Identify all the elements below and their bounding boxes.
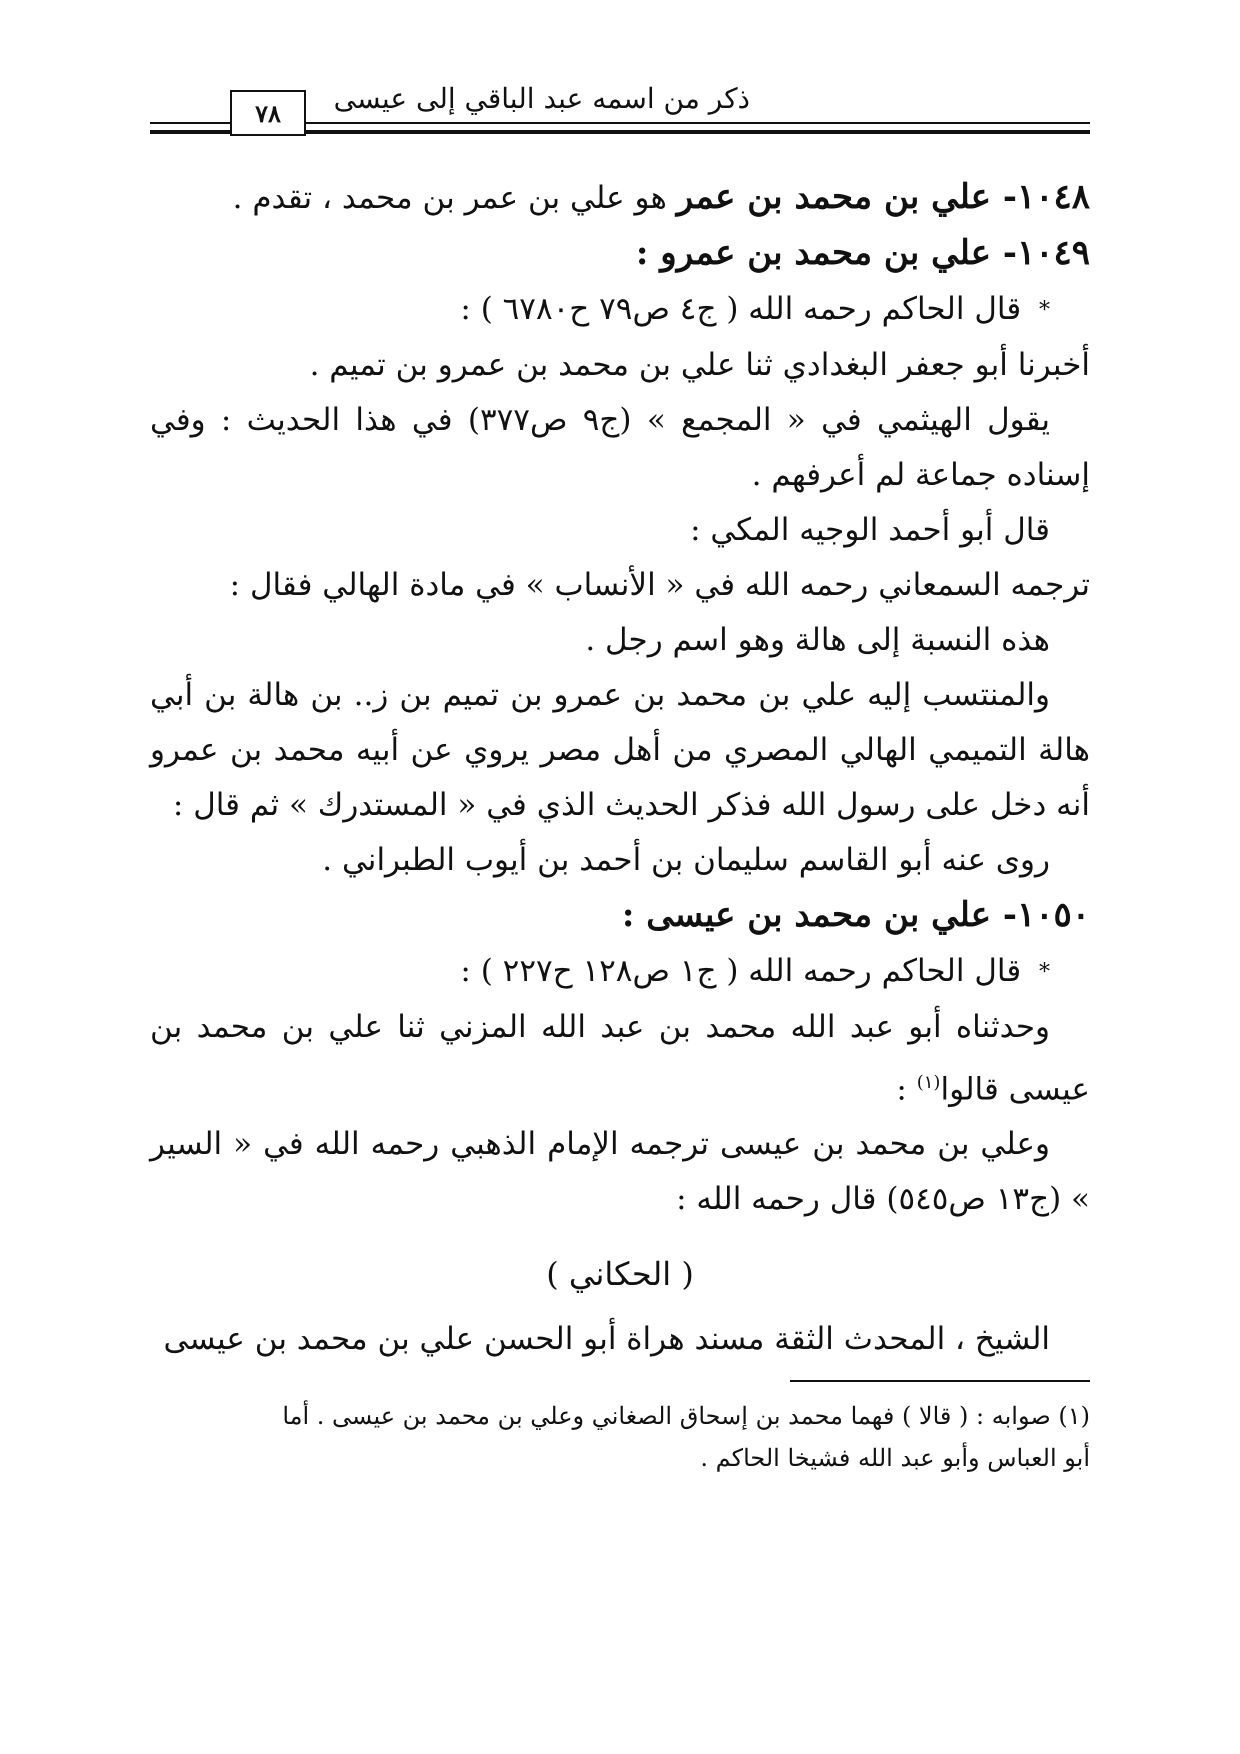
paragraph-3: يقول الهيثمي في « المجمع » (ج٩ ص٣٧٧) في هذا الحديث : وفي إسناده جماعة لم أعرفهم . (150, 402, 1090, 493)
entry-1050-title: ١٠٥٠- علي بن محمد بن عيسى : (621, 895, 1090, 935)
paragraph-6: هذه النسبة إلى هالة وهو اسم رجل . (585, 622, 1050, 658)
paragraph-4: قال أبو أحمد الوجيه المكي : (690, 512, 1050, 548)
footnote-divider (790, 1380, 1090, 1382)
footnotes-block (150, 1395, 1090, 1479)
entry-1049-title: ١٠٤٩- علي بن محمد بن عمرو : (635, 233, 1090, 273)
paragraph-10 (150, 1000, 1090, 1117)
footnote-line-2: أبو العباس وأبو عبد الله فشيخا الحاكم . (700, 1444, 1090, 1472)
paragraph-5: ترجمه السمعاني رحمه الله في « الأنساب » في مادة الهالي فقال : (229, 567, 1090, 603)
star-icon: * (1039, 960, 1050, 985)
paragraph-10-after: : (896, 1071, 917, 1108)
page-header (150, 70, 1090, 150)
paragraph-8: روى عنه أبو القاسم سليمان بن أحمد بن أيوب الطبراني . (322, 842, 1050, 878)
page-number: ٧٨ (230, 90, 306, 136)
paragraph-10-before: وحدثناه أبو عبد الله محمد بن عبد الله المزني ثنا علي بن محمد بن عيسى قالوا (150, 1009, 1090, 1108)
main-content (150, 170, 1090, 1367)
document-page (150, 70, 1090, 1690)
center-heading: ( الحكاني ) (546, 1255, 694, 1294)
paragraph-1 (150, 282, 1090, 338)
entry-1048-text: هو علي بن عمر بن محمد ، تقدم . (232, 180, 667, 216)
entry-1050 (150, 888, 1090, 944)
paragraph-1-text: قال الحاكم رحمه الله ( ج٤ ص٧٩ ح٦٧٨٠ ) : (460, 291, 1022, 327)
entry-1048-title: ١٠٤٨- علي بن محمد بن عمر (676, 177, 1090, 217)
paragraph-11: وعلي بن محمد بن عيسى ترجمه الإمام الذهبي رحمه الله في « السير » (ج١٣ ص٥٤٥) قال رحمه الله : (150, 1126, 1090, 1218)
running-title: ذكر من اسمه عبد الباقي إلى عيسى (333, 82, 750, 115)
footnote-line-1: (١) صوابه : ( قالا ) فهما محمد بن إسحاق الصغاني وعلي بن محمد بن عيسى . أما (282, 1402, 1090, 1430)
paragraph-2: أخبرنا أبو جعفر البغدادي ثنا علي بن محمد بن عمرو بن تميم . (309, 347, 1090, 383)
paragraph-9-text: قال الحاكم رحمه الله ( ج١ ص١٢٨ ح٢٢٧ ) : (460, 953, 1022, 989)
entry-1049 (150, 226, 1090, 282)
entry-1048 (150, 170, 1090, 226)
footnote-ref-1[interactable]: (١) (916, 1072, 941, 1093)
paragraph-9 (150, 944, 1090, 1000)
paragraph-7: والمنتسب إليه علي بن محمد بن عمرو بن تميم بن ز.. بن هالة بن أبي هالة التميمي الهالي المصري من أهل مصر يروي عن أبيه محمد بن عمرو أنه دخل على رسول الله فذكر الحديث الذي في « المستدرك » ثم قال : (150, 677, 1090, 823)
star-icon: * (1039, 298, 1050, 323)
paragraph-12: الشيخ ، المحدث الثقة مسند هراة أبو الحسن علي بن محمد بن عيسى (163, 1321, 1050, 1358)
